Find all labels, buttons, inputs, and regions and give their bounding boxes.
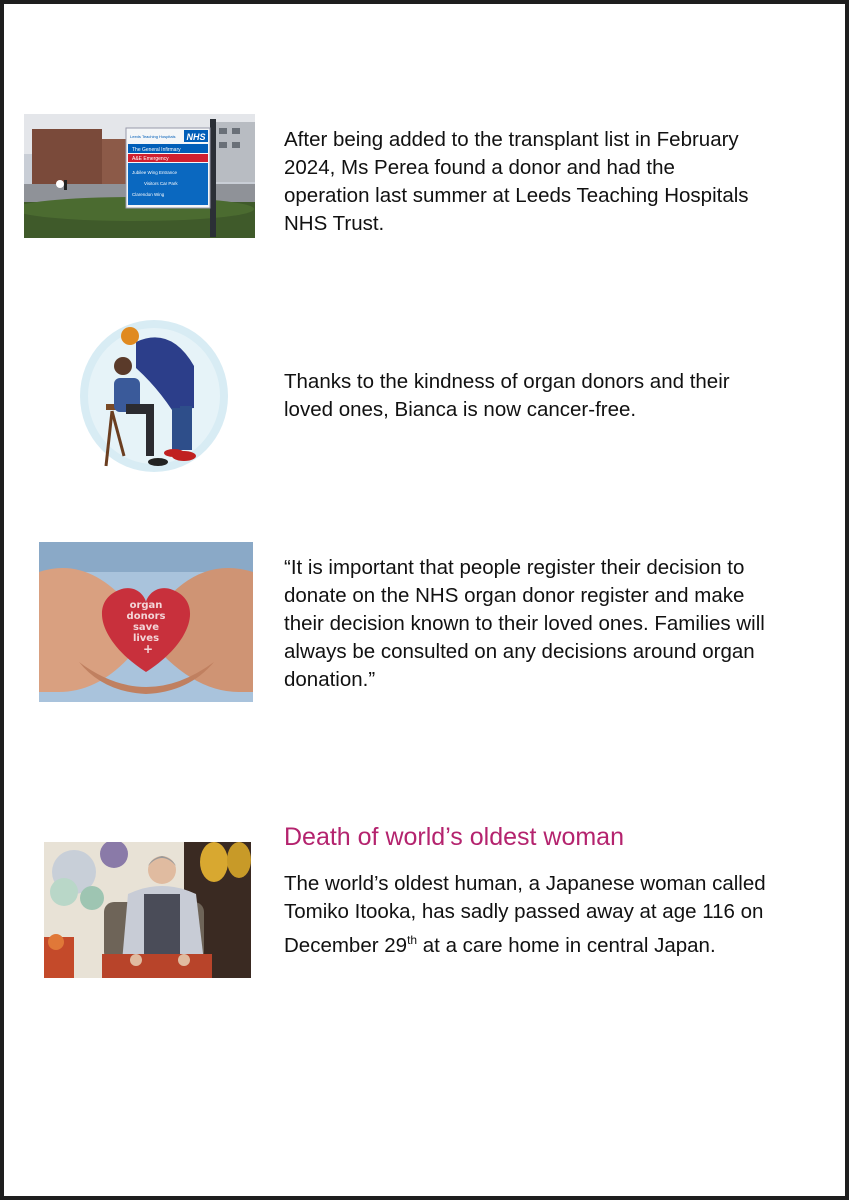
document-page: [4, 4, 845, 1196]
sign-line: A&E Emergency: [132, 156, 169, 162]
paragraph-text-end: at a care home in central Japan.: [417, 933, 716, 957]
heart-text: lives: [132, 633, 160, 644]
section-heading: Death of world’s oldest woman: [284, 823, 624, 851]
ordinal-suffix: th: [407, 933, 418, 947]
heart-text: organ: [129, 600, 163, 611]
heart-text: save: [132, 622, 160, 633]
quote-paragraph: “It is important that people register their decision to donate on the NHS organ donor register and make their decision known to their loved ones. Families will always be consulted on any decisions around organ donation.”: [284, 556, 765, 691]
transplant-paragraph: After being added to the transplant list in February 2024, Ms Perea found a donor and had the operation last summer at Leeds Teaching Hospitals NHS Trust.: [284, 128, 749, 235]
sign-line: Leeds Teaching Hospitals: [130, 134, 176, 139]
hands-heart-photo: [39, 542, 253, 702]
sign-line: Clarendon Wing: [132, 192, 165, 197]
sign-line: Jubilee Wing Entrance: [132, 170, 178, 175]
heart-text: donors: [126, 611, 166, 622]
nhs-logo-text: NHS: [186, 132, 206, 142]
sign-line: The General Infirmary: [132, 147, 181, 153]
heart-plus: +: [142, 642, 154, 656]
oldest-woman-paragraph: [284, 870, 774, 960]
paragraph-text: The world’s oldest human, a Japanese woman called Tomiko Itooka, has sadly passed away at age 116 on December 29: [284, 872, 766, 957]
hospital-sign-photo: [24, 114, 255, 238]
cancer-free-paragraph: Thanks to the kindness of organ donors and their loved ones, Bianca is now cancer-free.: [284, 370, 730, 421]
sign-line: Visitors Car Park: [144, 181, 178, 186]
hug-illustration: [76, 316, 232, 476]
elderly-woman-photo: [44, 842, 251, 978]
